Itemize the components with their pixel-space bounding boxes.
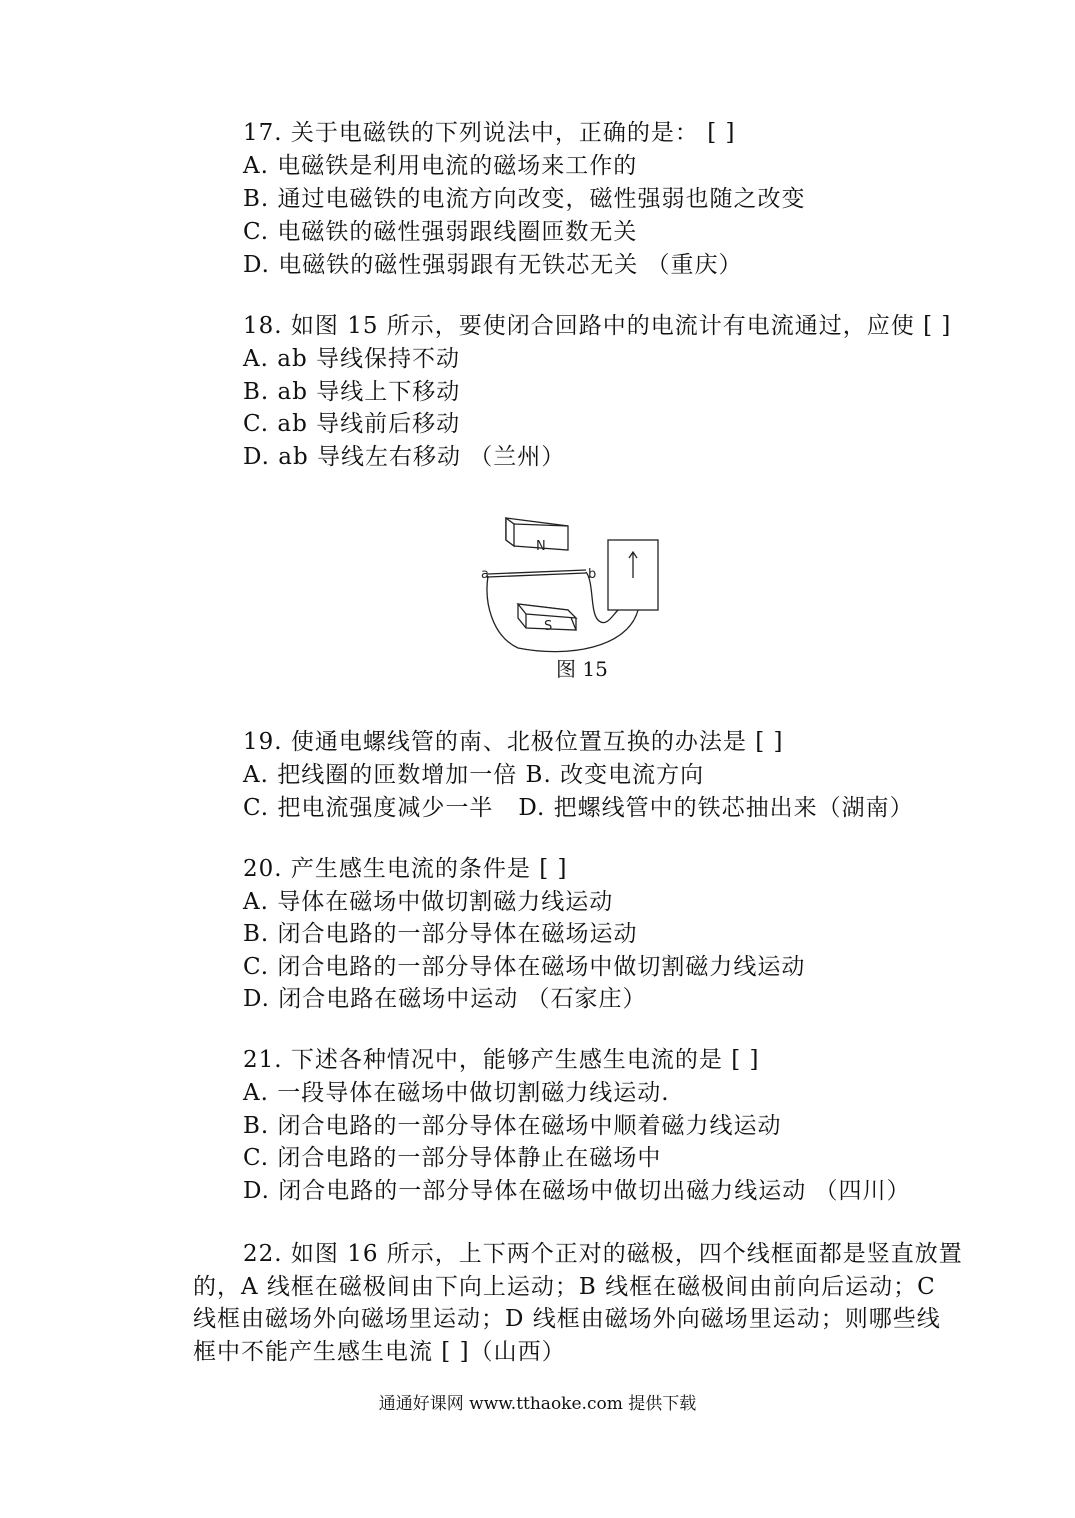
question-17-option-a: A. 电磁铁是利用电流的磁场来工作的 [243, 153, 638, 179]
question-20-option-c: C. 闭合电路的一部分导体在磁场中做切割磁力线运动 [243, 954, 806, 980]
question-19-options-cd: C. 把电流强度减少一半 D. 把螺线管中的铁芯抽出来（湖南） [243, 795, 914, 821]
end-b-label: b [588, 567, 597, 582]
question-19-stem: 19. 使通电螺线管的南、北极位置互换的办法是 [ ] [243, 729, 784, 755]
question-22-text: 22. 如图 16 所示，上下两个正对的磁极，四个线框面都是竖直放置的，A 线框在磁极间由下向上运动；B 线框在磁极间由前向后运动；C 线框由磁场外向磁场里运动；D 线框由磁场外向磁场里运动；则哪些线框中不能产生感生电流 [ ]（山西） [193, 1241, 963, 1365]
question-18-option-d: D. ab 导线左右移动 （兰州） [243, 444, 566, 470]
magnet-s-label: S [544, 619, 553, 634]
question-17-stem: 17. 关于电磁铁的下列说法中，正确的是： [ ] [243, 120, 736, 146]
question-20-option-b: B. 闭合电路的一部分导体在磁场运动 [243, 921, 638, 947]
magnet-n-label: N [536, 539, 546, 554]
question-21-stem: 21. 下述各种情况中，能够产生感生电流的是 [ ] [243, 1047, 760, 1073]
question-20-stem: 20. 产生感生电流的条件是 [ ] [243, 856, 568, 882]
question-20-option-d: D. 闭合电路在磁场中运动 （石家庄） [243, 986, 647, 1012]
question-17-option-d: D. 电磁铁的磁性强弱跟有无铁芯无关 （重庆） [243, 252, 743, 278]
question-19-options-ab: A. 把线圈的匝数增加一倍 B. 改变电流方向 [243, 762, 705, 788]
question-21-option-c: C. 闭合电路的一部分导体静止在磁场中 [243, 1145, 662, 1171]
question-17-option-b: B. 通过电磁铁的电流方向改变，磁性强弱也随之改变 [243, 186, 806, 212]
question-18-option-b: B. ab 导线上下移动 [243, 379, 461, 405]
question-18-option-a: A. ab 导线保持不动 [243, 346, 460, 372]
question-21-option-d: D. 闭合电路的一部分导体在磁场中做切出磁力线运动 （四川） [243, 1178, 911, 1204]
end-a-label: a [481, 567, 489, 582]
question-20-option-a: A. 导体在磁场中做切割磁力线运动 [243, 889, 614, 915]
question-21-option-a: A. 一段导体在磁场中做切割磁力线运动. [243, 1080, 670, 1106]
question-17-option-c: C. 电磁铁的磁性强弱跟线圈匝数无关 [243, 219, 638, 245]
figure-15-diagram [478, 512, 668, 684]
figure-15-caption: 图 15 [556, 657, 608, 681]
question-18-option-c: C. ab 导线前后移动 [243, 411, 461, 437]
page-footer: 通通好课网 www.tthaoke.com 提供下载 [378, 1394, 697, 1414]
question-21-option-b: B. 闭合电路的一部分导体在磁场中顺着磁力线运动 [243, 1113, 782, 1139]
question-18-stem: 18. 如图 15 所示，要使闭合回路中的电流计有电流通过，应使 [ ] [243, 313, 952, 339]
